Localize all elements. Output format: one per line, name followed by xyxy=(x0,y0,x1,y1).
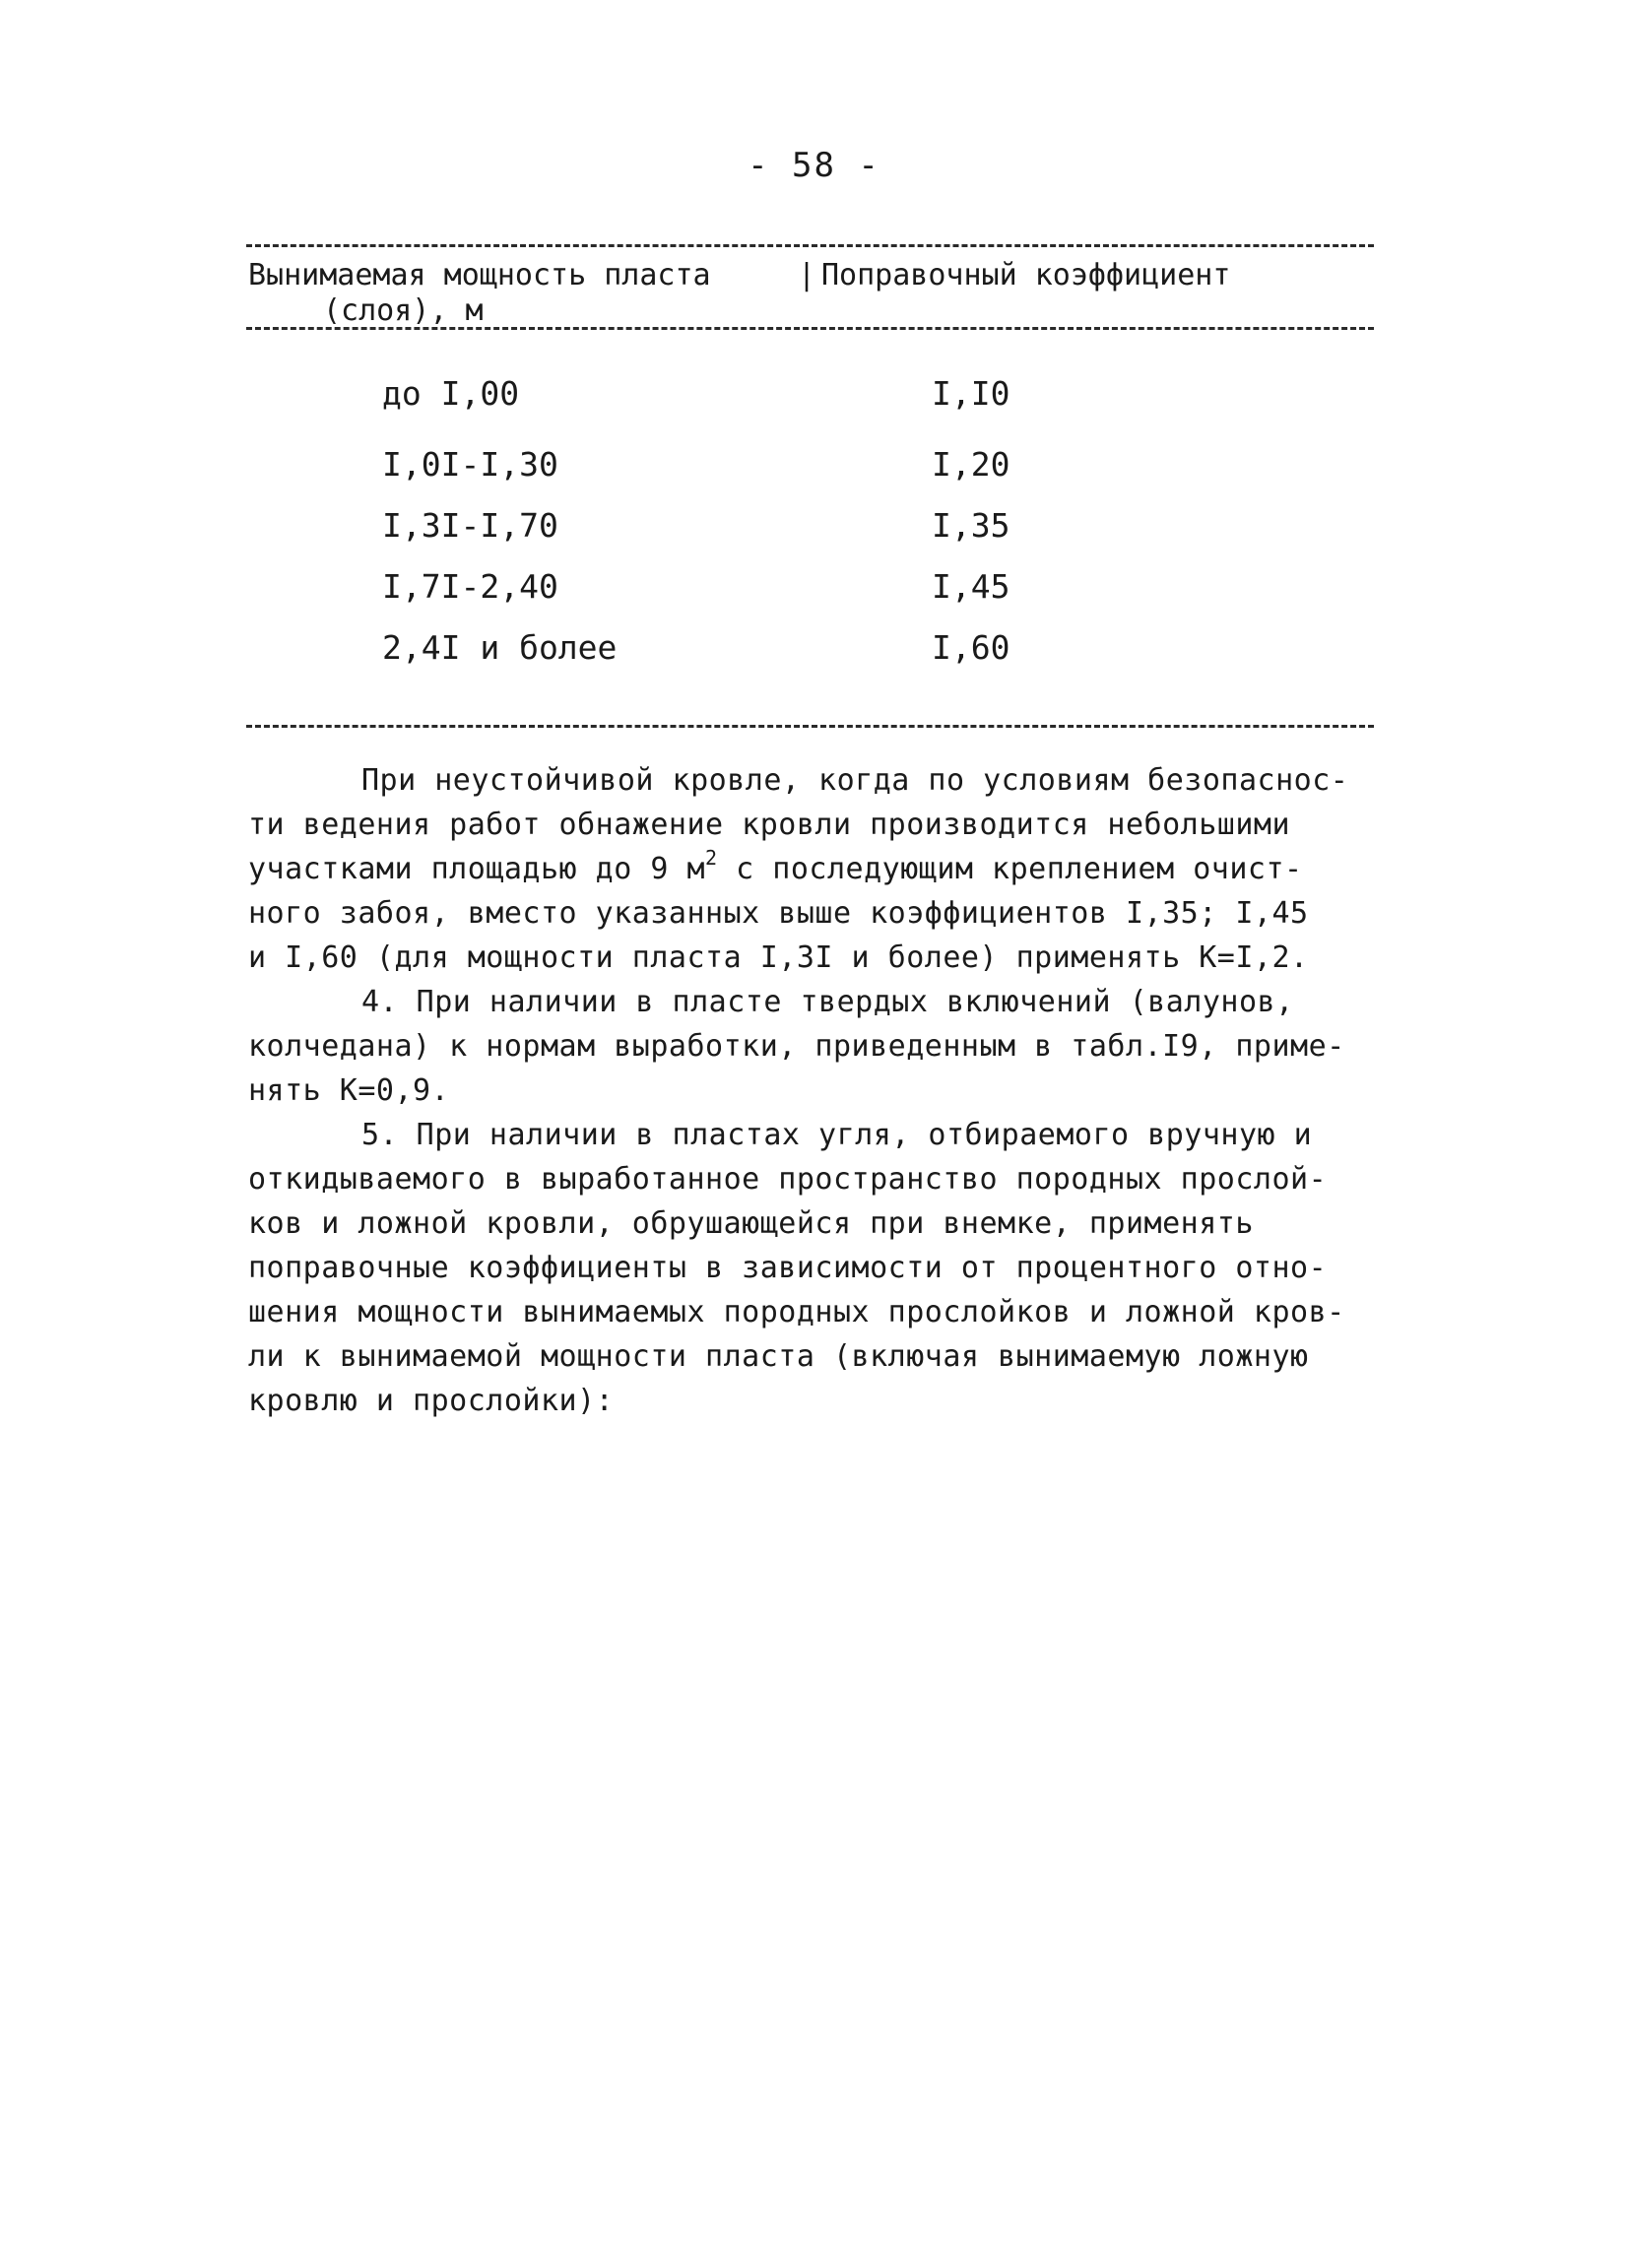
table-bottom-rule xyxy=(246,725,1374,728)
table-header-rule xyxy=(246,327,1374,330)
text-line xyxy=(248,847,1371,891)
text-line: ти ведения работ обнажение кровли производится небольшими xyxy=(248,808,1291,842)
row-coefficient: I,20 xyxy=(932,445,1010,484)
table-row xyxy=(0,618,1628,678)
row-coefficient: I,35 xyxy=(932,506,1010,545)
text-line: ков и ложной кровли, обрушающейся при внемке, применять xyxy=(248,1206,1254,1241)
header-thickness-line2: (слоя), м xyxy=(323,293,484,328)
body-text xyxy=(248,758,1371,1423)
row-coefficient: I,I0 xyxy=(932,374,1010,413)
text-line: и I,60 (для мощности пласта I,3I и более) применять К=I,2. xyxy=(248,940,1309,975)
row-thickness: I,7I-2,40 xyxy=(382,567,558,606)
row-thickness: I,0I-I,30 xyxy=(382,445,558,484)
header-thickness-line1: Вынимаемая мощность пласта xyxy=(248,258,711,292)
superscript: 2 xyxy=(705,846,718,870)
page-number: - 58 - xyxy=(748,146,880,185)
text-line: кровлю и прослойки): xyxy=(248,1384,615,1418)
text-line: шения мощности вынимаемых породных прослойков и ложной кров- xyxy=(248,1295,1345,1329)
text-segment: с последующим креплением очист- xyxy=(717,852,1303,886)
table-top-rule xyxy=(246,244,1374,247)
text-line: 4. При наличии в пласте твердых включений (валунов, xyxy=(361,985,1294,1019)
table-row xyxy=(0,364,1628,423)
header-thickness xyxy=(248,258,780,329)
paragraph-item-5 xyxy=(248,1113,1371,1423)
row-thickness: I,3I-I,70 xyxy=(382,506,558,545)
text-line: 5. При наличии в пластах угля, отбираемого вручную и xyxy=(361,1118,1313,1152)
header-coefficient: Поправочный коэффициент xyxy=(821,258,1231,292)
text-line: ли к вынимаемой мощности пласта (включая вынимаемую ложную xyxy=(248,1339,1309,1374)
paragraph-unstable-roof xyxy=(248,758,1371,980)
text-line: нять К=0,9. xyxy=(248,1073,450,1108)
text-line: ного забоя, вместо указанных выше коэффициентов I,35; I,45 xyxy=(248,896,1309,931)
paragraph-item-4 xyxy=(248,980,1371,1113)
text-line: поправочные коэффициенты в зависимости от процентного отно- xyxy=(248,1251,1328,1285)
table-row xyxy=(0,496,1628,555)
row-coefficient: I,45 xyxy=(932,567,1010,606)
text-line: колчедана) к нормам выработки, приведенным в табл.I9, приме- xyxy=(248,1029,1345,1064)
text-line: При неустойчивой кровле, когда по условиям безопаснос- xyxy=(361,763,1349,798)
header-separator: | xyxy=(798,258,816,292)
text-segment: участками площадью до 9 м xyxy=(248,852,706,886)
table-row xyxy=(0,435,1628,494)
row-coefficient: I,60 xyxy=(932,628,1010,667)
text-line: откидываемого в выработанное пространство породных прослой- xyxy=(248,1162,1328,1197)
row-thickness: до I,00 xyxy=(382,374,520,413)
row-thickness: 2,4I и более xyxy=(382,628,618,667)
table-row xyxy=(0,557,1628,616)
